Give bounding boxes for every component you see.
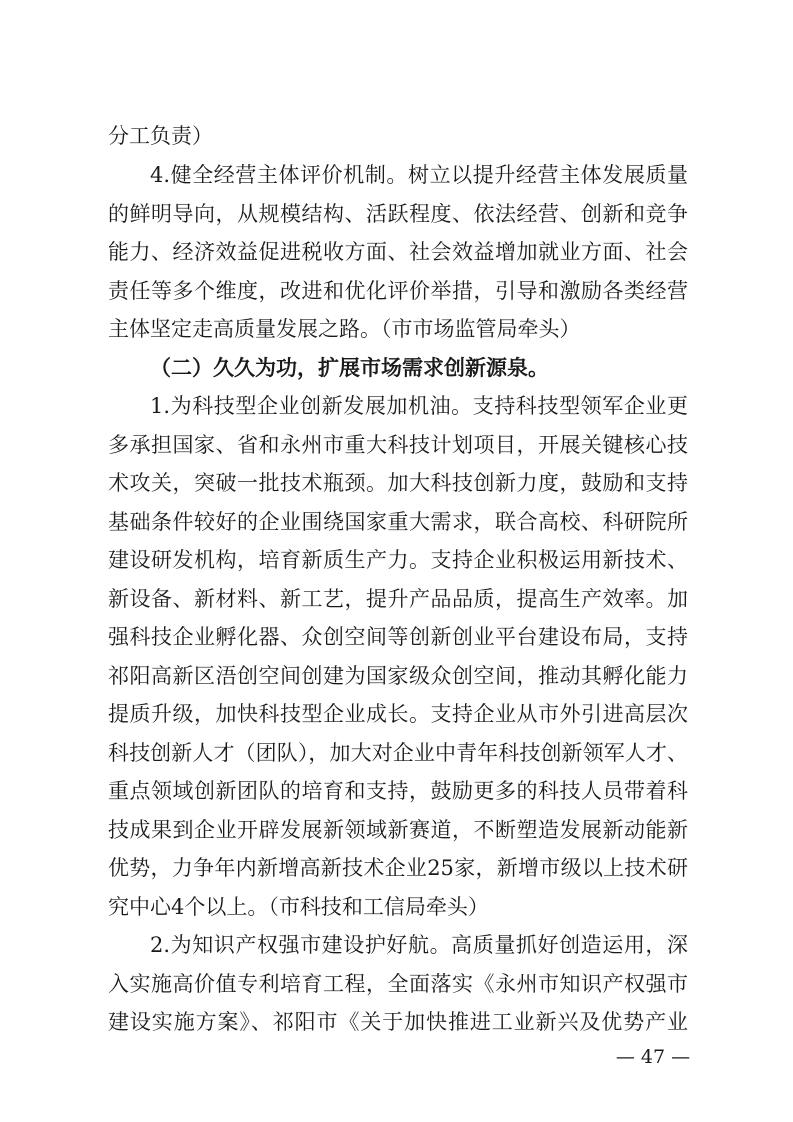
body-line: 优势，力争年内新增高新技术企业25家，新增市级以上技术研 bbox=[108, 856, 688, 880]
body-line: 究中心4个以上。（市科技和工信局牵头） bbox=[108, 895, 489, 919]
body-line: 技成果到企业开辟发展新领域新赛道，不断塑造发展新动能新 bbox=[108, 818, 688, 842]
body-line: 分工负责） bbox=[108, 124, 213, 148]
body-line: 责任等多个维度，改进和优化评价举措，引导和激励各类经营 bbox=[108, 279, 688, 303]
body-line: 多承担国家、省和永州市重大科技计划项目，开展关键核心技 bbox=[108, 433, 688, 457]
body-line: 2.为知识产权强市建设护好航。高质量抓好创造运用，深 bbox=[150, 933, 688, 957]
body-line: 科技创新人才（团队），加大对企业中青年科技创新领军人才、 bbox=[108, 741, 688, 765]
body-line: 建设研发机构，培育新质生产力。支持企业积极运用新技术、 bbox=[108, 548, 688, 572]
body-line: 术攻关，突破一批技术瓶颈。加大科技创新力度，鼓励和支持 bbox=[108, 471, 688, 495]
body-line: 主体坚定走高质量发展之路。（市市场监管局牵头） bbox=[108, 317, 581, 341]
body-line: 4.健全经营主体评价机制。树立以提升经营主体发展质量 bbox=[150, 163, 688, 187]
body-line: 入实施高价值专利培育工程，全面落实《永州市知识产权强市 bbox=[108, 972, 688, 996]
page-number: — 47 — bbox=[615, 1046, 691, 1068]
body-line: 祁阳高新区浯创空间创建为国家级众创空间，推动其孵化能力 bbox=[108, 664, 688, 688]
body-line: 1.为科技型企业创新发展加机油。支持科技型领军企业更 bbox=[150, 394, 688, 418]
body-line: 新设备、新材料、新工艺，提升产品品质，提高生产效率。加 bbox=[108, 587, 688, 611]
body-line: 建设实施方案》、祁阳市《关于加快推进工业新兴及优势产业 bbox=[108, 1010, 688, 1034]
body-line: 能力、经济效益促进税收方面、社会效益增加就业方面、社会 bbox=[108, 240, 688, 264]
body-line: 提质升级，加快科技型企业成长。支持企业从市外引进高层次 bbox=[108, 702, 688, 726]
body-line: 重点领域创新团队的培育和支持，鼓励更多的科技人员带着科 bbox=[108, 779, 688, 803]
body-line: 基础条件较好的企业围绕国家重大需求，联合高校、科研院所 bbox=[108, 510, 688, 534]
body-line: 强科技企业孵化器、众创空间等创新创业平台建设布局，支持 bbox=[108, 625, 688, 649]
section-heading: （二）久久为功，扩展市场需求创新源泉。 bbox=[150, 356, 549, 380]
body-line: 的鲜明导向，从规模结构、活跃程度、依法经营、创新和竞争 bbox=[108, 202, 688, 226]
